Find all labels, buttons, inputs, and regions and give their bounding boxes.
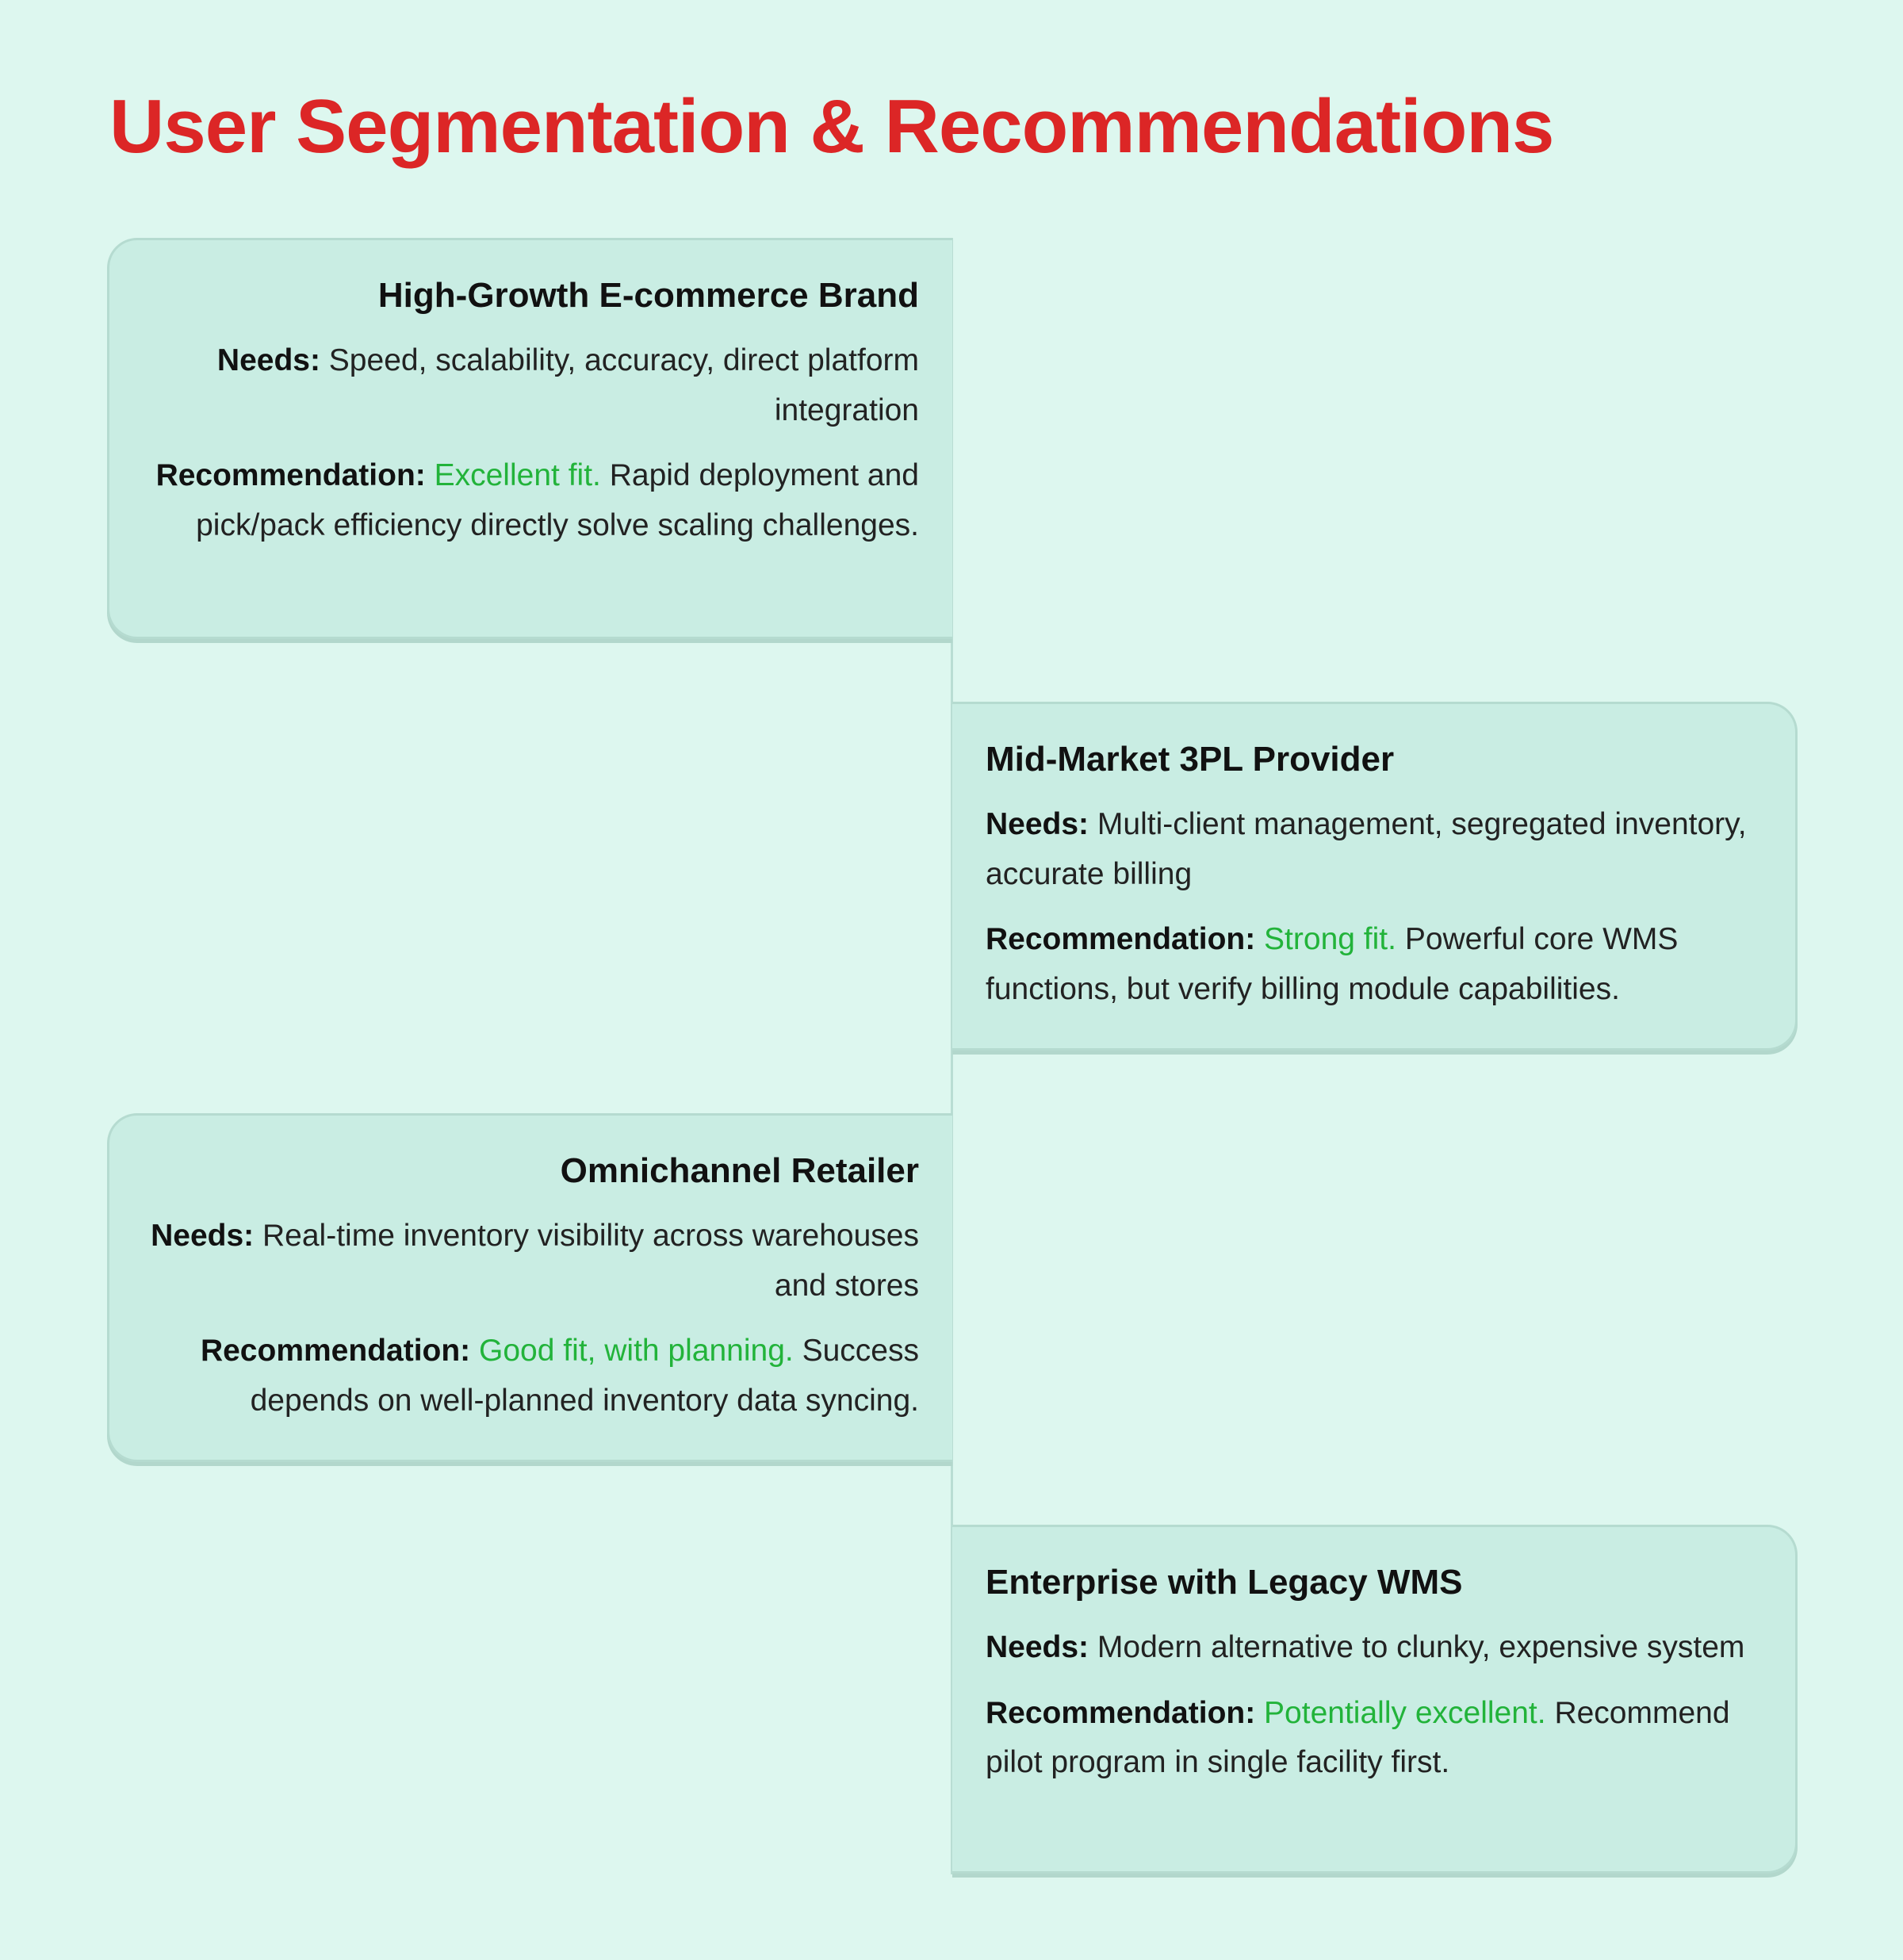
segment-card-mid-market-3pl — [952, 702, 1798, 1051]
segment-card-high-growth-ecommerce — [107, 238, 952, 639]
recommendation-text: Success depends on well-planned inventory data syncing. — [250, 1334, 919, 1418]
recommendation-text: Rapid deployment and pick/pack efficiency directly solve scaling challenges. — [196, 458, 919, 542]
segment-title: Omnichannel Retailer — [560, 1151, 919, 1190]
needs-label: Needs: — [986, 1630, 1089, 1665]
segment-needs — [986, 1623, 1762, 1672]
fit-rating: Potentially excellent. — [1264, 1695, 1546, 1730]
needs-text: Real-time inventory visibility across warehouses and stores — [262, 1219, 919, 1303]
recommendation-label: Recommendation: — [155, 458, 426, 493]
segment-title: High-Growth E-commerce Brand — [377, 276, 919, 315]
needs-text: Multi-client management, segregated inventory, accurate billing — [986, 807, 1747, 891]
fit-rating: Good fit, with planning. — [479, 1334, 794, 1369]
segment-recommendation — [986, 915, 1762, 1014]
needs-text: Speed, scalability, accuracy, direct platform integration — [328, 343, 919, 427]
recommendation-label: Recommendation: — [986, 1695, 1256, 1730]
needs-label: Needs: — [151, 1219, 255, 1254]
fit-rating: Excellent fit. — [434, 458, 601, 493]
segment-needs — [143, 336, 919, 435]
segment-recommendation — [143, 451, 919, 550]
recommendation-text: Recommend pilot program in single facility first. — [986, 1695, 1730, 1780]
segment-card-omnichannel-retailer — [107, 1113, 952, 1462]
segment-recommendation — [143, 1326, 919, 1426]
segment-recommendation — [986, 1689, 1762, 1788]
segment-title: Mid-Market 3PL Provider — [986, 740, 1395, 779]
segment-needs — [986, 800, 1762, 899]
segment-needs — [143, 1212, 919, 1311]
needs-text: Modern alternative to clunky, expensive system — [1097, 1630, 1745, 1665]
segment-card-enterprise-legacy-wms — [952, 1525, 1798, 1874]
needs-label: Needs: — [986, 807, 1089, 842]
recommendation-label: Recommendation: — [986, 922, 1256, 957]
page-title: User Segmentation & Recommendations — [109, 84, 1554, 169]
recommendation-label: Recommendation: — [200, 1334, 471, 1369]
needs-label: Needs: — [216, 343, 320, 378]
fit-rating: Strong fit. — [1264, 922, 1396, 957]
segment-title: Enterprise with Legacy WMS — [986, 1563, 1463, 1602]
recommendation-text: Powerful core WMS functions, but verify billing module capabilities. — [986, 922, 1679, 1006]
